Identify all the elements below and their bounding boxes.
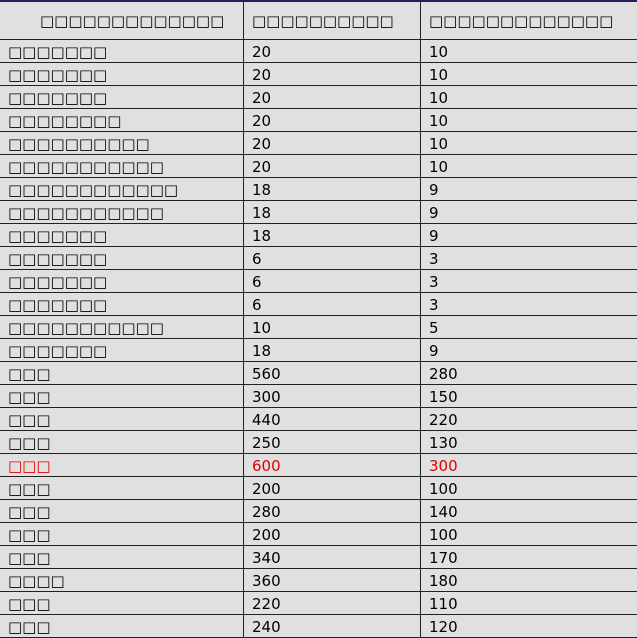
table-row — [0, 592, 637, 615]
table-cell-col-3: 9 — [429, 181, 439, 199]
table-cell-col-2: 10 — [244, 316, 421, 338]
table-row — [0, 454, 637, 477]
table-row — [0, 408, 637, 431]
table-row — [0, 224, 637, 247]
table-cell-col-1: □□□□□□□ — [0, 40, 244, 62]
table-cell-col-3: 9 — [429, 227, 439, 245]
table-cell-col-1: □□□□□□□ — [0, 86, 244, 108]
table-row — [0, 201, 637, 224]
table-cell-col-1: □□□ — [0, 546, 244, 568]
table-row — [0, 109, 637, 132]
table-cell-col-2: 20 — [244, 40, 421, 62]
table-cell-col-1: □□□□□□□ — [0, 293, 244, 315]
table-row — [0, 316, 637, 339]
table-cell-col-3: 100 — [429, 480, 458, 498]
table-cell-col-2: 18 — [244, 339, 421, 361]
table-cell-col-2: 20 — [244, 86, 421, 108]
table-cell-col-3: 180 — [429, 572, 458, 590]
table-cell-col-3: 5 — [429, 319, 439, 337]
table-cell-col-1: □□□ — [0, 454, 244, 476]
table-row — [0, 500, 637, 523]
table-row — [0, 270, 637, 293]
table-cell-col-3: 9 — [429, 342, 439, 360]
table-row — [0, 385, 637, 408]
table-cell-col-2: 560 — [244, 362, 421, 384]
table-cell-col-1: □□□ — [0, 615, 244, 637]
table-cell-col-2: 220 — [244, 592, 421, 614]
table-cell-col-3: 10 — [429, 112, 449, 130]
table-row — [0, 569, 637, 592]
header-cell-1: □□□□□□□□□□□□□ — [0, 2, 244, 39]
table-row — [0, 293, 637, 316]
table-cell-col-1: □□□ — [0, 385, 244, 407]
table-cell-col-3: 10 — [429, 158, 449, 176]
table-cell-col-3: 10 — [429, 43, 449, 61]
table-row — [0, 339, 637, 362]
table-cell-col-3: 140 — [429, 503, 458, 521]
table-cell-col-1: □□□□□□□□□□ — [0, 132, 244, 154]
table-cell-col-1: □□□□□□□ — [0, 247, 244, 269]
table-cell-col-2: 20 — [244, 132, 421, 154]
table-cell-col-1: □□□□□□□ — [0, 339, 244, 361]
table-cell-col-3: 9 — [429, 204, 439, 222]
table-cell-col-1: □□□ — [0, 592, 244, 614]
table-cell-col-2: 20 — [244, 63, 421, 85]
table-cell-col-3: 100 — [429, 526, 458, 544]
table-cell-col-1: □□□□□□□ — [0, 63, 244, 85]
table-row — [0, 86, 637, 109]
table-cell-col-3: 3 — [429, 273, 439, 291]
table-cell-col-1: □□□□□□□□□□□ — [0, 201, 244, 223]
table-cell-col-3: 280 — [429, 365, 458, 383]
table-cell-col-2: 18 — [244, 178, 421, 200]
table-cell-col-2: 240 — [244, 615, 421, 637]
table-cell-col-2: 20 — [244, 109, 421, 131]
header-cell-3: □□□□□□□□□□□□□ — [429, 11, 614, 30]
table-cell-col-2: 360 — [244, 569, 421, 591]
table-row — [0, 362, 637, 385]
table-cell-col-2: 6 — [244, 247, 421, 269]
table-cell-col-3: 120 — [429, 618, 458, 636]
table-row — [0, 155, 637, 178]
table-cell-col-2: 300 — [244, 385, 421, 407]
table-cell-col-2: 18 — [244, 201, 421, 223]
table-row — [0, 477, 637, 500]
table-cell-col-3: 300 — [429, 457, 458, 475]
table-row — [0, 247, 637, 270]
table-cell-col-2: 200 — [244, 523, 421, 545]
table-cell-col-2: 20 — [244, 155, 421, 177]
table-cell-col-3: 220 — [429, 411, 458, 429]
header-cell-2: □□□□□□□□□□ — [244, 2, 421, 39]
table-cell-col-1: □□□□□□□ — [0, 270, 244, 292]
table-cell-col-2: 6 — [244, 293, 421, 315]
table-header-row — [0, 2, 637, 40]
table-cell-col-2: 440 — [244, 408, 421, 430]
table-cell-col-2: 18 — [244, 224, 421, 246]
table-row — [0, 63, 637, 86]
table-cell-col-3: 110 — [429, 595, 458, 613]
table-cell-col-1: □□□□□□□ — [0, 224, 244, 246]
table-row — [0, 546, 637, 569]
table-cell-col-1: □□□ — [0, 408, 244, 430]
table-cell-col-1: □□□ — [0, 500, 244, 522]
table-row — [0, 523, 637, 546]
table-cell-col-1: □□□□□□□□□□□ — [0, 316, 244, 338]
table-cell-col-1: □□□□ — [0, 569, 244, 591]
table-row — [0, 615, 637, 638]
table-cell-col-2: 340 — [244, 546, 421, 568]
table-cell-col-2: 6 — [244, 270, 421, 292]
table-row — [0, 40, 637, 63]
table-cell-col-2: 280 — [244, 500, 421, 522]
table-cell-col-3: 10 — [429, 66, 449, 84]
table-cell-col-3: 3 — [429, 250, 439, 268]
table-cell-col-3: 130 — [429, 434, 458, 452]
table-cell-col-1: □□□□□□□□□□□□ — [0, 178, 244, 200]
table-cell-col-2: 600 — [244, 454, 421, 476]
table-cell-col-1: □□□ — [0, 362, 244, 384]
table-row — [0, 132, 637, 155]
table-cell-col-3: 150 — [429, 388, 458, 406]
table-cell-col-3: 3 — [429, 296, 439, 314]
table-row — [0, 431, 637, 454]
table-cell-col-2: 250 — [244, 431, 421, 453]
table-cell-col-1: □□□□□□□□ — [0, 109, 244, 131]
table-cell-col-2: 200 — [244, 477, 421, 499]
table-cell-col-3: 10 — [429, 135, 449, 153]
table-cell-col-1: □□□ — [0, 431, 244, 453]
table-cell-col-1: □□□□□□□□□□□ — [0, 155, 244, 177]
table-cell-col-3: 170 — [429, 549, 458, 567]
table-cell-col-3: 10 — [429, 89, 449, 107]
table-cell-col-1: □□□ — [0, 477, 244, 499]
table-cell-col-1: □□□ — [0, 523, 244, 545]
table-row — [0, 178, 637, 201]
